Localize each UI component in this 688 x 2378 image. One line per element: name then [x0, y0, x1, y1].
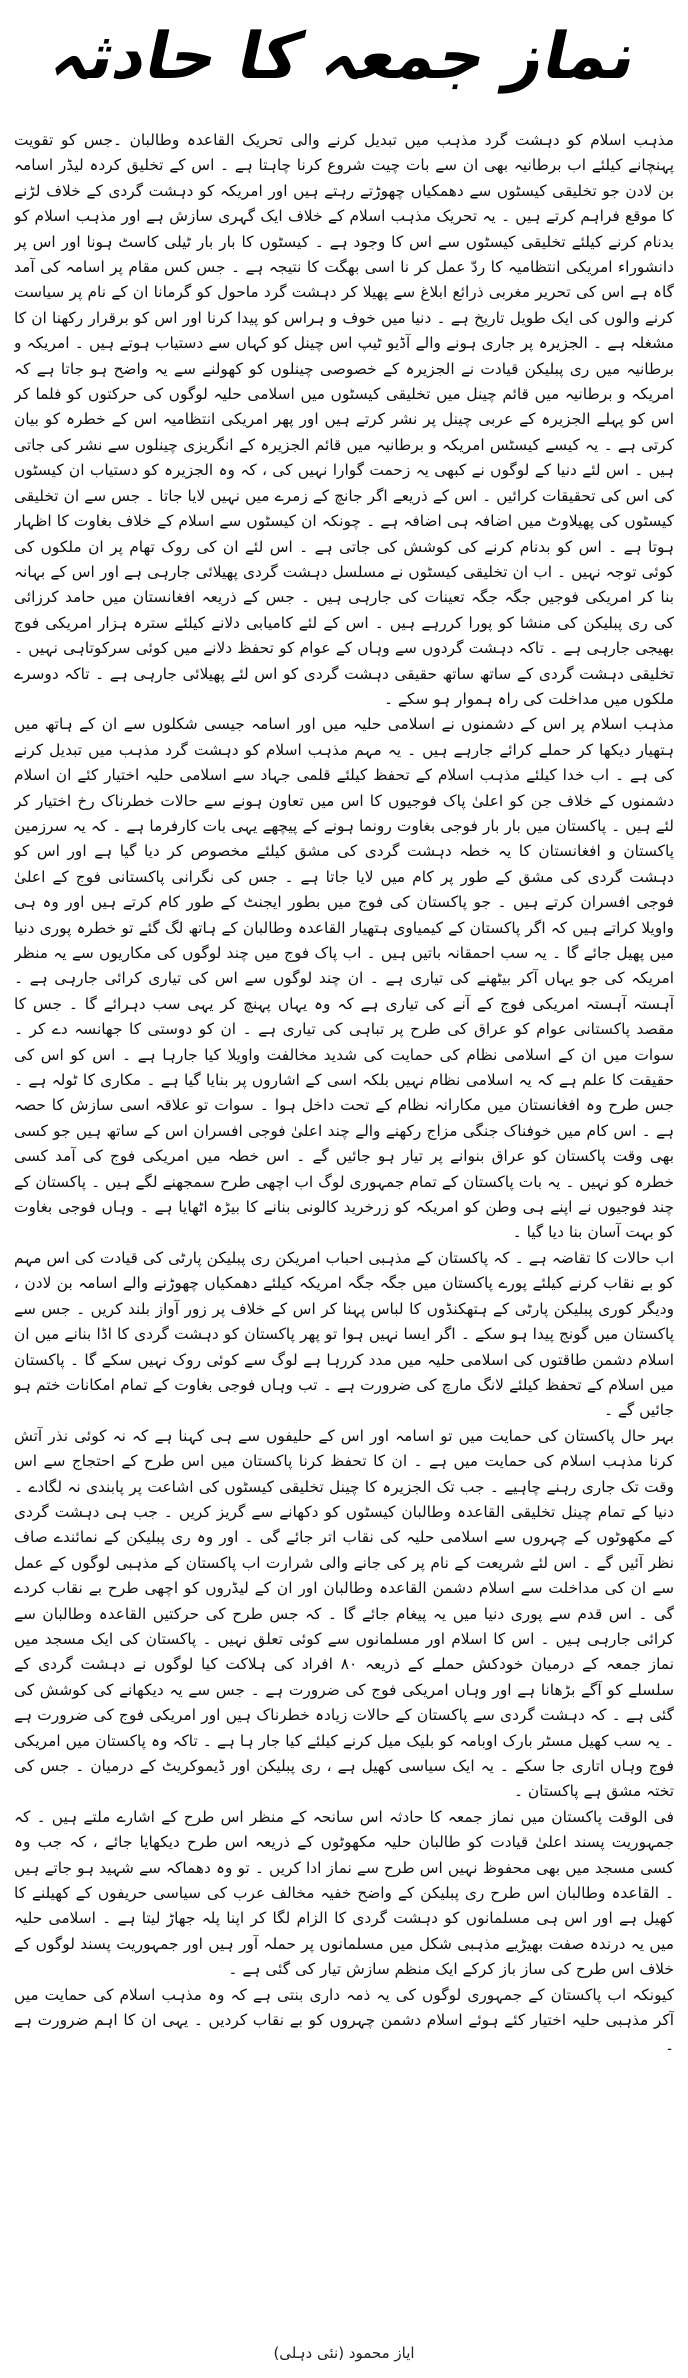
article-paragraph: مذہب اسلام پر اس کے دشمنوں نے اسلامی حلیہ میں اور اسامہ جیسی شکلوں سے ان کے ہاتھ میں ہتھیار دیکھا کر حملے کرائے جارہے ہیں ۔ یہ مہم مذہب اسلام کو دہشت گرد مذہب میں تبدیل کرنے کی ہے ۔ اب خدا کیلئے مذہب اسلام کے تحفظ کیلئے قلمی جہاد سے اسلامی حلیہ اختیار کئے ان اسلام دشمنوں کے خلاف جن کو اعلیٰ پاک فوجیوں کا اس میں تعاون ہونے سے حالات خطرناک رخ اختیار کر لئے ہیں ۔ پاکستان میں بار بار فوجی بغاوت رونما ہونے کے پیچھے یہی بات کارفرما ہے ۔ کہ یہ سرزمین پاکستان و افغانستان کا یہ خطہ دہشت گردی کی مشق کیلئے مخصوص کر دیا گیا ہے اور اس کو دہشت گردی کی مشق کے طور پر کام میں لایا جاتا ہے ۔ جس کی نگرانی پاکستانی فوج کے اعلیٰ فوجی افسران کرتے ہیں ۔ جو پاکستان کی فوج میں بطور ایجنٹ کے طور کام کرتے ہیں اور وہ ہی واویلا کراتے ہیں کہ اگر پاکستان کے کیمیاوی ہتھیار القاعدہ وطالبان کے ہاتھ لگ گئے تو خطرہ پوری دنیا میں پھیل جائے گا ۔ یہ سب احمقانہ باتیں ہیں ۔ اب پاک فوج میں چند لوگوں کی مکاریوں سے یہ منظر امریکہ کی جو یہاں آکر بیٹھنے کی تیاری ہے ۔ ان چند لوگوں سے اس کی تیاری کرائی جارہی ہے ۔ آہستہ آہستہ امریکی فوج کے آنے کی تیاری ہے کہ وہ یہاں پہنچ کر یہی سب دہرائے گا ۔ جس کا مقصد پاکستانی عوام کو عراق کی طرح پر تباہی کی تیاری ہے ۔ ان کو دوستی کا جھانسہ دے کر ۔ سوات میں ان کے اسلامی نظام کی حمایت کی شدید مخالفت واویلا کیا جارہا ہے ۔ اس کو اس کی حقیقت کا علم ہے کہ یہ اسلامی نظام نہیں بلکہ اسی کے اشاروں پر بنایا گیا ہے ۔ مکاری کا ٹولہ ہے ۔ جس طرح وہ افغانستان میں مکارانہ نظام کے تحت داخل ہوا ۔ سوات تو علاقہ اسی سازش کا حصہ ہے ۔ اس کام میں خوفناک جنگی مزاج رکھنے والے چند اعلیٰ فوجی افسران اس کے ساتھ ہیں جو کسی بھی وقت پاکستان کو عراق بنوانے پر تیار ہو جائیں گے ۔ اس خطہ میں امریکی فوج کی آمد کسی خطرہ کو نہیں ۔ یہ بات پاکستان کے تمام جمہوری لوگ اب اچھی طرح سمجھنے لگے ہیں ۔ پاکستان کے چند فوجیوں نے اپنے ہی وطن کو امریکہ کو زرخرید کالونی بنانے کا بیڑہ اٹھایا ہے ۔ وہاں فوجی بغاوت کو بہت آسان بنا دیا گیا ۔: [14, 715, 674, 1242]
article-body: [14, 128, 674, 2308]
article-paragraph: اب حالات کا تقاضہ ہے ۔ کہ پاکستان کے مذہبی احباب امریکن ری پبلیکن پارٹی کی قیادت کی اس مہم کو بے نقاب کرنے کیلئے پورے پاکستان میں جگہ جگہ امریکہ کیلئے دھمکیاں چھوڑنے والے اسامہ بن لادن ، ودیگر کوری پبلیکن پارٹی کے ہتھکنڈوں کا لباس پہنا کر اس کے خلاف پر زور آواز بلند کریں ۔ جس سے پاکستان میں گونج پیدا ہو سکے ۔ اگر ایسا نہیں ہوا تو پھر پاکستان کو دہشت گردی کا اڈا بنانے میں ان اسلام دشمن طاقتوں کی اسلامی حلیہ میں مدد کررہا ہے لوگ سے کوئی روک نہیں سکے گا ۔ پاکستان میں اسلام کے تحفظ کیلئے لانگ مارچ کی ضرورت ہے ۔ تب وہاں فوجی بغاوت کے تمام امکانات ختم ہو جائیں گے ۔: [14, 1248, 674, 1420]
author-byline: ایاز محمود (نئی دہلی): [273, 2344, 415, 2362]
article-paragraph: مذہب اسلام کو دہشت گرد مذہب میں تبدیل کرنے والی تحریک القاعدہ وطالبان ۔جس کو تقویت پہنچانے کیلئے اب برطانیہ بھی ان سے بات چیت شروع کرنا چاہتا ہے ۔ اس کے تخلیق کردہ لیڈر اسامہ بن لادن جو تخلیقی کیسٹوں سے دھمکیاں چھوڑتے رہتے ہیں اور امریکہ کو دہشت گردی کے خلاف لڑنے کا موقع فراہم کرتے ہیں ۔ یہ تحریک مذہب اسلام کے خلاف ایک گہری سازش ہے اور مذہب اسلام کو بدنام کرنے کیلئے تخلیقی کیسٹوں سے اس کا وجود ہے ۔ کیسٹوں کا بار بار ٹیلی کاسٹ ہونا اور اس پر دانشوراء امریکی انتظامیہ کا ردّ عمل کر نا اسی بھگت کا نتیجہ ہے ۔ جس کس مقام پر اسامہ کی آمد گاہ ہے اس کی تحریر مغربی ذرائع ابلاغ سے پھیلا کر دہشت گرد ماحول کو گرمانا ان کے نام پر سیاست کرنے والوں کی ایک طویل تاریخ ہے ۔ دنیا میں خوف و ہراس کو پیدا کرنا اور اس کو برقرار رکھنا ان کا مشغلہ ہے ۔ الجزیرہ پر جاری ہونے والے آڈیو ٹیپ اس چینل کو کہاں سے دستیاب ہوتے ہیں ۔ امریکہ و برطانیہ میں ری پبلیکن قیادت نے الجزیرہ کے خصوصی چینلوں کو کھولنے سے یہ واضح ہو جاتا ہے کہ امریکہ و برطانیہ میں قائم چینل میں تخلیقی کیسٹوں میں اسلامی حلیہ لوگوں کی حرکتوں کو فلما کر اس کو پہلے الجزیرہ کے عربی چینل پر نشر کرتے ہیں اور پھر امریکی انتظامیہ اس کے خطرہ کو بیان کرتی ہے ۔ یہ کیسے کیسٹس امریکہ و برطانیہ میں قائم الجزیرہ کے انگریزی چینلوں سے نشر کی جاتی ہیں ۔ اس لئے دنیا کے لوگوں نے کبھی یہ زحمت گوارا نہیں کی ، کہ وہ الجزیرہ کو دستیاب ان کیسٹوں کی اس کی تحقیقات کرائیں ۔ اس کے ذریعے اگر جانچ کے زمرے میں نہیں لایا جاتا ۔ جس سے ان تخلیقی کیسٹوں کی پھیلاوٹ میں اضافہ ہی اضافہ ہے ۔ چونکہ ان کیسٹوں سے اسلام کے خلاف بغاوت کا اظہار ہوتا ہے ۔ اس کو بدنام کرنے کی کوشش کی جاتی ہے ۔ اس لئے ان کی روک تھام پر ان ملکوں کی کوئی توجہ نہیں ۔ اب ان تخلیقی کیسٹوں نے مسلسل دہشت گردی پھیلائی جارہی ہے اور اس کے بہانہ بنا کر امریکی فوجیں جگہ جگہ تعینات کی جارہی ہیں ۔ جس کے ذریعہ افغانستان میں حامد کرزائی کی ری پبلیکن کی منشا کو پورا کررہے ہیں ۔ اس کے لئے کامیابی دلانے کیلئے سترہ ہزار امریکی فوج بھیجی جارہی ہے ۔ تاکہ دہشت گردوں سے وہاں کے عوام کو تحفظ دلانے میں کوئی سرکوتاہی نہیں ۔ تخلیقی دہشت گردی کے ساتھ ساتھ حقیقی دہشت گردی کو اس لئے پھیلائی جارہی ہے ۔ تاکہ دوسرے ملکوں میں مداخلت کی راہ ہموار ہو سکے ۔: [14, 131, 674, 708]
article-headline: نماز جمعہ کا حادثہ: [44, 20, 644, 94]
article-paragraph: فی الوقت پاکستان میں نماز جمعہ کا حادثہ اس سانحہ کے منظر اس طرح کے اشارے ملتے ہیں ۔ کہ جمہوریت پسند اعلیٰ قیادت کو طالبان حلیہ مکھوٹوں کے ذریعہ اس طرح دیکھایا جائے ، کہ جب وہ کسی مسجد میں بھی محفوظ نہیں اس طرح سے نماز ادا کریں ۔ تو وہ دھماکہ سے شہید ہو جاتے ہیں ۔ القاعدہ وطالبان اس طرح ری پبلیکن کے واضح خفیہ مخالف عرب کی سیاسی حریفوں کے کھیلنے کا کھیل ہے اور اس ہی مسلمانوں کو دہشت گردی کا الزام لگا کر اپنا پلہ جھاڑ لیتا ہے ۔ اسلامی حلیہ میں یہ درندہ صفت بھیڑیے مذہبی شکل میں مسلمانوں پر حملہ آور ہیں اور جمہوریت پسند لوگوں کے خلاف اس طرح کی ساز باز کرکے ایک منظم سازش تیار کی گئی ہے ۔: [14, 1807, 674, 1979]
article-paragraph: کیونکہ اب پاکستان کے جمہوری لوگوں کی یہ ذمہ داری بنتی ہے کہ وہ مذہب اسلام کی حمایت میں آکر مذہبی حلیہ اختیار کئے ہوئے اسلام دشمن چہروں کو بے نقاب کردیں ۔ یہی ان کا اہم ضرورت ہے ۔: [14, 1985, 674, 2055]
article-paragraph: بہر حال پاکستان کی حمایت میں تو اسامہ اور اس کے حلیفوں سے ہی کہنا ہے کہ نہ کوئی نذر آتش کرنا مذہب اسلام کی حمایت میں ہے ۔ ان کا تحفظ کرنا پاکستان میں اس طرح کے احتجاج سے اس وقت تک جاری رہنے چاہیے ۔ جب تک الجزیرہ کا چینل تخلیقی کیسٹوں کی اشاعت پر پابندی نہ لگادے ۔ دنیا کے تمام چینل تخلیقی القاعدہ وطالبان کیسٹوں کو دکھانے سے گریز کریں ۔ جب ہی دہشت گردی کے مکھوٹوں کے چہروں سے اسلامی حلیہ کی نقاب اتر جائے گی ۔ اور وہ ری پبلیکن کے نمائندے صاف نظر آئیں گے ۔ اس لئے شریعت کے نام پر کی جانے والی شرارت اب پاکستان کے مذہبی لوگوں کے عمل سے ان کی مداخلت سے اسلام دشمن القاعدہ وطالبان اور ان کے لیڈروں کو اچھی طرح بے نقاب کردے گی ۔ اس قدم سے پوری دنیا میں یہ پیغام جائے گا ۔ کہ جس طرح کی حرکتیں القاعدہ وطالبان سے کرائی جارہی ہیں ۔ اس کا اسلام اور مسلمانوں سے کوئی تعلق نہیں ۔ پاکستان کی ایک مسجد میں نماز جمعہ کے درمیان خودکش حملے کے ذریعہ ۸۰ افراد کی ہلاکت کیا لوگوں نے دہشت گردی کے سلسلے کو آگے بڑھانا ہے اور وہاں امریکی فوج کی ضرورت ہے ۔ جس سے یہ دیکھانے کی کوشش کی گئی ہے ۔ کہ دہشت گردی سے پاکستان کے حالات زیادہ خطرناک ہیں اور امریکی فوج کی ضرورت ہے ۔ یہ سب کھیل مسٹر بارک اوبامہ کو بلیک میل کرنے کیلئے کیا جار ہا ہے ۔ تاکہ وہ پاکستان میں امریکی فوج وہاں اتاری جا سکے ۔ یہ ایک سیاسی کھیل ہے ، ری پبلیکن اور ڈیموکریٹ کے درمیان ۔ جس کی تختہ مشق ہے پاکستان ۔: [14, 1426, 674, 1801]
